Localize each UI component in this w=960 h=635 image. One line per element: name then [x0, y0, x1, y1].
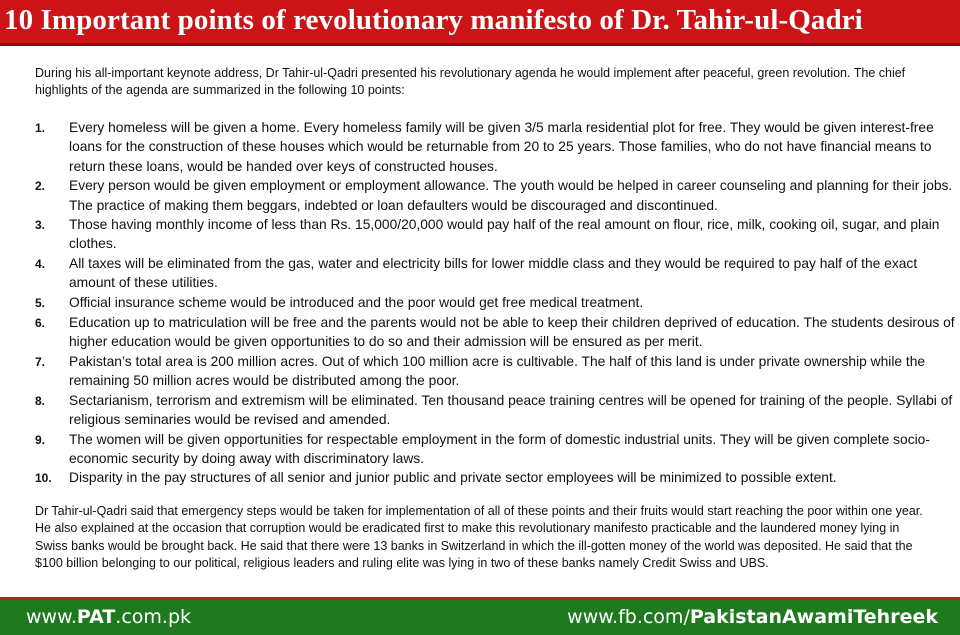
intro-paragraph: During his all-important keynote address, Dr Tahir-ul-Qadri presented his revolutionary agenda he would implement after peaceful, green revolution. The chief highlights of the agenda are summarized in the following 10 points:	[35, 66, 906, 97]
point-number: 2.	[35, 179, 46, 194]
website-brand: PAT	[76, 606, 116, 628]
list-item	[35, 391, 960, 430]
point-text: Disparity in the pay structures of all senior and junior public and private sector employees will be minimized to possible extent.	[69, 470, 837, 486]
list-item	[35, 176, 960, 215]
point-text: Education up to matriculation will be free and the parents would not be able to keep their children deprived of education. The students desirous of higher education would be given opportunities to do so and their admission will be ensured as per merit.	[69, 315, 955, 350]
list-item	[35, 254, 960, 293]
point-text: Every homeless will be given a home. Every homeless family will be given 3/5 marla residential plot for free. They would be given interest-free loans for the construction of these houses which would be returnable from 20 to 25 years. Those families, who do not have financial means to return these loans, would be handed over keys of constructed houses.	[69, 120, 934, 174]
point-text: Those having monthly income of less than Rs. 15,000/20,000 would pay half of the real amount on flour, rice, milk, cooking oil, sugar, and plain clothes.	[69, 217, 940, 252]
point-number: 8.	[35, 393, 46, 408]
website-prefix: www.	[26, 606, 77, 628]
point-text: Sectarianism, terrorism and extremism will be eliminated. Ten thousand peace training centres will be opened for training of the people. Syllabi of religious seminaries would be revised and amended.	[69, 392, 953, 428]
facebook-page-name: PakistanAwamiTehreek	[689, 606, 938, 628]
point-number: 5.	[35, 295, 46, 310]
facebook-link[interactable]	[567, 606, 938, 628]
footer-banner	[0, 597, 960, 635]
point-number: 3.	[35, 218, 46, 233]
page-title: 10 Important points of revolutionary manifesto of Dr. Tahir-ul-Qadri	[4, 4, 863, 36]
list-item	[35, 352, 960, 391]
header-banner	[0, 0, 960, 46]
website-suffix: .com.pk	[115, 606, 192, 628]
list-item	[35, 293, 960, 313]
point-number: 6.	[35, 316, 46, 331]
points-list	[35, 118, 960, 489]
facebook-prefix: www.fb.com/	[567, 606, 690, 628]
list-item	[35, 313, 960, 352]
list-item	[35, 118, 960, 176]
point-number: 10.	[35, 471, 52, 486]
list-item	[35, 430, 960, 469]
point-number: 4.	[35, 256, 46, 271]
point-number: 9.	[35, 432, 46, 447]
list-item	[35, 215, 960, 254]
point-text: All taxes will be eliminated from the gas, water and electricity bills for lower middle class and they would be required to pay half of the exact amount of these utilities.	[69, 255, 918, 291]
point-text: Official insurance scheme would be introduced and the poor would get free medical treatment.	[69, 294, 644, 310]
point-number: 7.	[35, 354, 46, 369]
point-text: Every person would be given employment or employment allowance. The youth would be helped in career counseling and planning for their jobs. The practice of making them beggars, indebted or loan defaulters would be discouraged and discontinued.	[69, 178, 953, 213]
point-text: The women will be given opportunities for respectable employment in the form of domestic industrial units. They will be given complete socio-economic security by doing away with discriminatory laws.	[69, 431, 930, 466]
list-item	[35, 468, 960, 488]
point-number: 1.	[35, 121, 46, 135]
website-link[interactable]	[26, 606, 191, 628]
point-text: Pakistan’s total area is 200 million acres. Out of which 100 million acre is cultivable. The half of this land is under private ownership while the remaining 50 million acres would be distributed among the poor.	[69, 353, 926, 389]
conclusion-paragraph: Dr Tahir-ul-Qadri said that emergency steps would be taken for implementation of all of these points and their fruits would start reaching the poor within one year. He also explained at the occasion that corruption would be eradicated first to make this revolutionary manifesto practicable and the laundered money lying in Swiss banks would be brought back. He said that there were 13 banks in Switzerland in which the ill-gotten money of the world was deposited. He said that the $100 billion belonging to our political, religious leaders and ruling elite was lying in two of these banks namely Credit Swiss and UBS.	[35, 504, 923, 571]
